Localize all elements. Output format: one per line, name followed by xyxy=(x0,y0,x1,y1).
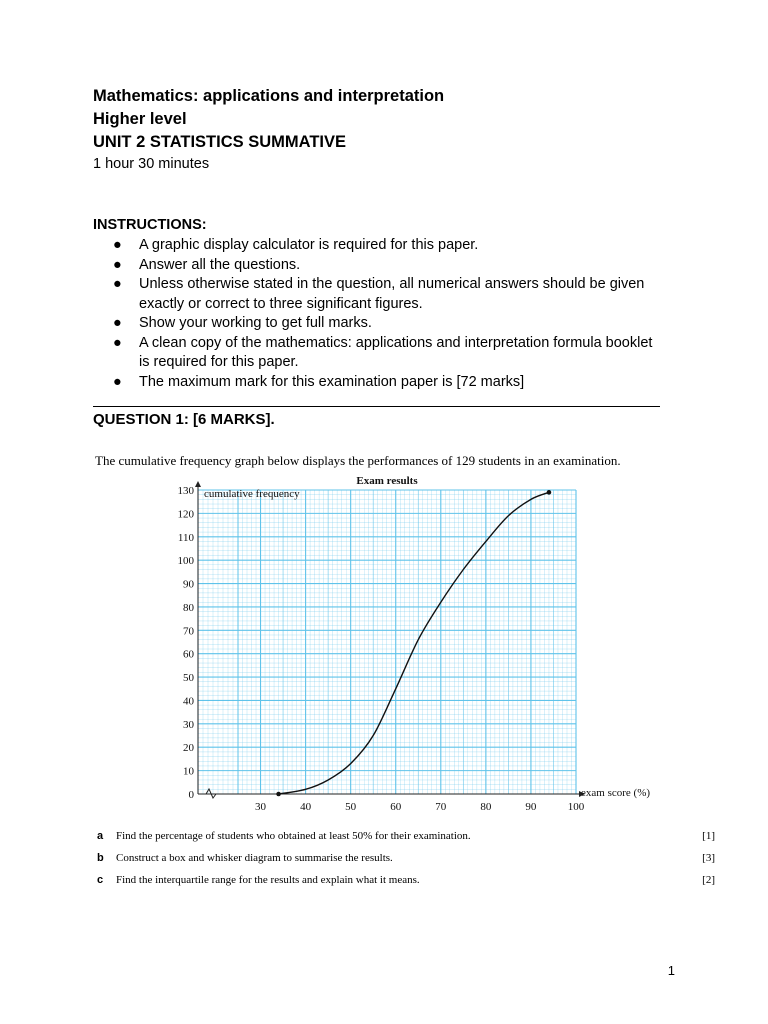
y-tick-label: 0 xyxy=(188,789,194,801)
y-tick-label: 80 xyxy=(183,601,194,614)
unit-title: UNIT 2 STATISTICS SUMMATIVE xyxy=(93,133,347,151)
y-tick-label: 100 xyxy=(177,555,194,568)
part-marks: [3] xyxy=(702,852,715,864)
y-axis-arrow-icon xyxy=(195,481,201,487)
part-text: Find the percentage of students who obtained at least 50% for their examination. xyxy=(116,830,471,842)
y-axis-label: cumulative frequency xyxy=(204,488,300,500)
instructions-list xyxy=(113,236,653,392)
bullet-icon: ● xyxy=(113,315,122,331)
section-divider xyxy=(93,406,660,407)
y-tick-label: 70 xyxy=(183,625,194,638)
y-tick-label: 110 xyxy=(177,531,194,544)
y-tick-label: 30 xyxy=(183,718,194,731)
bullet-icon: ● xyxy=(113,256,122,273)
part-text: Find the interquartile range for the results and explain what it means. xyxy=(116,874,420,886)
question-1-intro: The cumulative frequency graph below displays the performances of 129 students in an examination. xyxy=(95,453,621,468)
x-tick-label: 40 xyxy=(300,801,312,812)
part-label: c xyxy=(97,874,104,886)
bullet-icon: ● xyxy=(113,373,122,390)
question-1-title: QUESTION 1: [6 MARKS]. xyxy=(93,411,275,428)
x-tick-label: 100 xyxy=(567,801,585,812)
page-number: 1 xyxy=(667,963,675,978)
instruction-item: ● The maximum mark for this examination paper is [72 marks] xyxy=(113,373,653,393)
y-tick-label: 10 xyxy=(183,765,194,778)
part-text: Construct a box and whisker diagram to summarise the results. xyxy=(116,852,393,864)
course-level: Higher level xyxy=(93,110,187,128)
y-tick-label: 20 xyxy=(183,742,194,755)
y-tick-label: 40 xyxy=(183,695,194,708)
part-label: a xyxy=(97,830,104,842)
x-tick-label: 70 xyxy=(435,801,447,812)
instruction-item: ● Unless otherwise stated in the question, all numerical answers should be given exactly or correct to three significant figures. xyxy=(113,276,645,312)
bullet-icon: ● xyxy=(113,334,122,351)
x-axis-label: exam score (%) xyxy=(581,787,651,799)
bullet-icon: ● xyxy=(113,276,122,292)
instruction-item: ● A graphic display calculator is required for this paper. xyxy=(113,236,653,256)
cumulative-frequency-chart xyxy=(160,472,680,812)
duration: 1 hour 30 minutes xyxy=(93,156,210,172)
instructions-heading: INSTRUCTIONS: xyxy=(93,217,207,233)
curve-endpoint xyxy=(276,792,281,797)
bullet-icon: ● xyxy=(113,237,122,253)
x-tick-label: 80 xyxy=(480,801,492,812)
y-tick-label: 130 xyxy=(177,485,194,497)
y-tick-label: 50 xyxy=(183,672,194,685)
x-tick-label: 50 xyxy=(345,801,357,812)
course-title: Mathematics: applications and interpretation xyxy=(93,87,445,105)
x-tick-label: 30 xyxy=(255,801,267,812)
instruction-item: ● A clean copy of the mathematics: applications and interpretation formula booklet is required for this paper. xyxy=(113,334,653,370)
instruction-item: ● Show your working to get full marks. xyxy=(113,314,653,334)
chart-title: Exam results xyxy=(356,475,418,487)
y-tick-label: 90 xyxy=(183,578,194,591)
curve-endpoint xyxy=(547,490,552,495)
part-label: b xyxy=(97,852,104,864)
x-tick-label: 60 xyxy=(390,801,402,812)
y-tick-label: 120 xyxy=(177,508,194,521)
instruction-item: ● Answer all the questions. xyxy=(113,256,653,276)
y-tick-label: 60 xyxy=(183,648,194,661)
part-marks: [1] xyxy=(702,830,715,842)
x-tick-label: 90 xyxy=(525,801,537,812)
part-marks: [2] xyxy=(702,874,715,886)
